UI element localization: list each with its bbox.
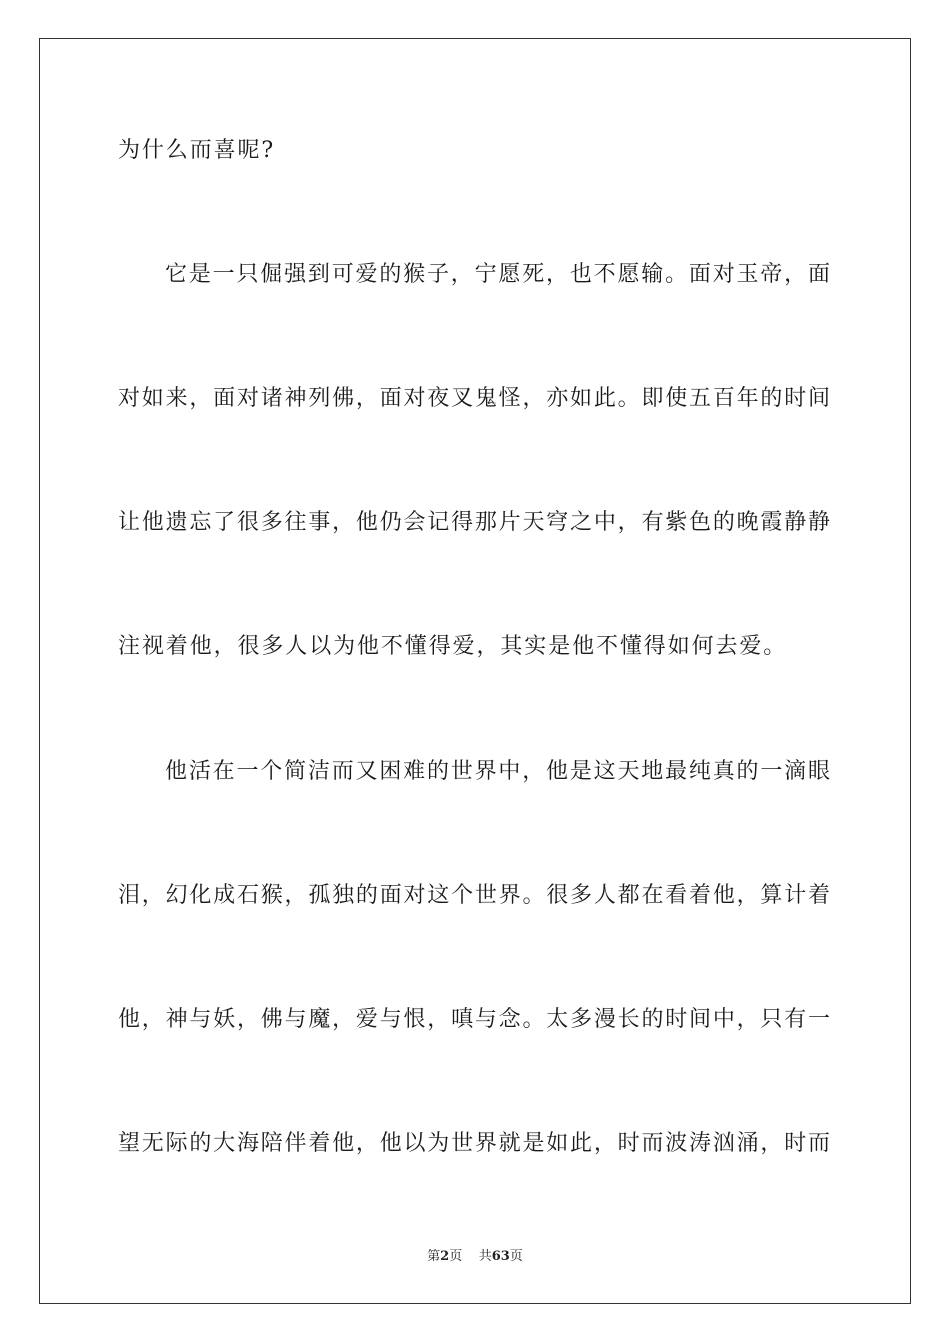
text-line: 让他遗忘了很多往事，他仍会记得那片天穹之中，有紫色的晚霞静静 (118, 510, 830, 535)
page-border (39, 38, 911, 1304)
footer-page-suffix: 页 (449, 1249, 463, 1264)
current-page-number: 2 (440, 1249, 450, 1264)
total-page-count: 63 (491, 1249, 510, 1264)
text-line: 他，神与妖，佛与魔，爱与恨，嗔与念。太多漫长的时间中，只有一 (118, 1007, 830, 1032)
text-line: 它是一只倔强到可爱的猴子，宁愿死，也不愿输。面对玉帝，面 (165, 262, 830, 287)
footer-total-prefix: 共 (478, 1249, 492, 1264)
footer-total-suffix: 页 (509, 1249, 523, 1264)
page-footer (0, 1248, 950, 1266)
text-line: 望无际的大海陪伴着他，他以为世界就是如此，时而波涛汹涌，时而 (118, 1131, 830, 1156)
text-line: 泪，幻化成石猴，孤独的面对这个世界。很多人都在看着他，算计着 (118, 883, 830, 908)
text-line: 注视着他，很多人以为他不懂得爱，其实是他不懂得如何去爱。 (118, 634, 788, 659)
text-line: 对如来，面对诸神列佛，面对夜叉鬼怪，亦如此。即使五百年的时间 (118, 386, 830, 411)
footer-prefix: 第 (427, 1249, 441, 1264)
text-line: 为什么而喜呢? (118, 138, 276, 163)
text-line: 他活在一个简洁而又困难的世界中，他是这天地最纯真的一滴眼 (165, 759, 830, 784)
